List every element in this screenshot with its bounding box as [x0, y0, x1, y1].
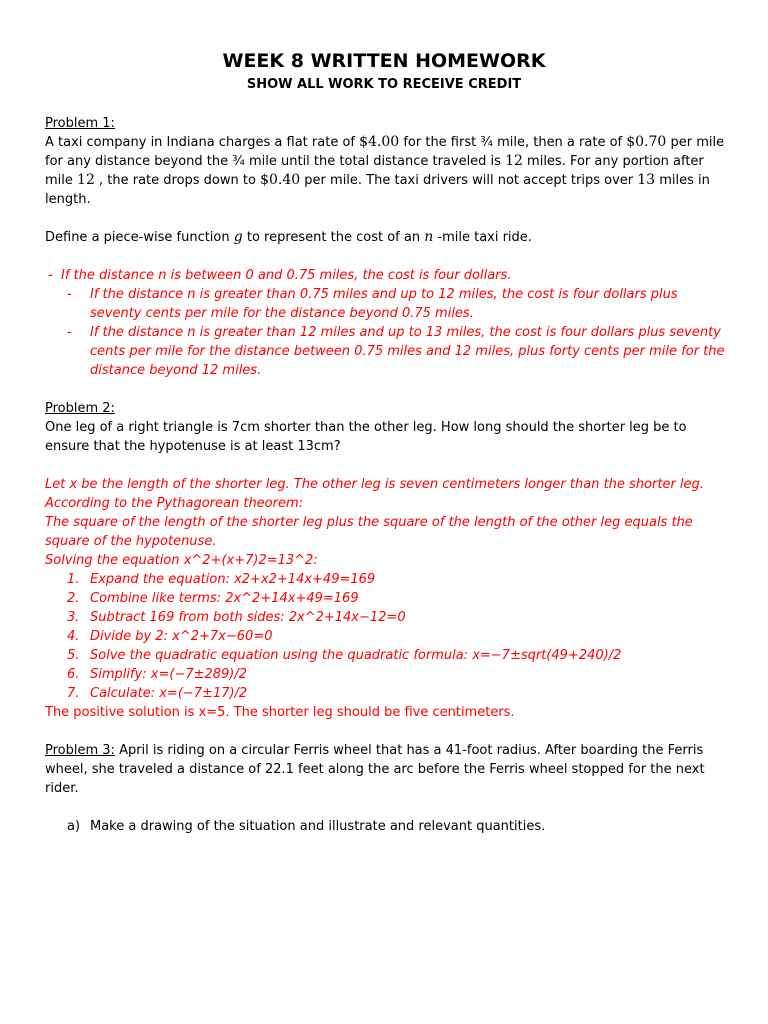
answer-2-step: [45, 589, 725, 608]
answer-2-statement: The square of the length of the shorter leg plus the square of the length of the other leg equals the square of the hypotenuse.: [45, 515, 693, 549]
problem-1-text-part: miles. For any portion after mile: [45, 154, 704, 188]
problem-3-heading: Problem 3:: [45, 743, 115, 758]
problem-1-text: [45, 133, 725, 209]
problem-1-text-part: miles in length.: [45, 173, 710, 207]
prompt-part: to represent the cost of an: [242, 230, 425, 245]
page-title: WEEK 8 WRITTEN HOMEWORK: [222, 50, 546, 72]
document-body: [45, 114, 725, 836]
problem-3-item: [45, 817, 725, 836]
answer-1-sub: [45, 323, 725, 380]
answer-2-step: [45, 608, 725, 627]
problem-1-heading: Problem 1:: [45, 116, 115, 131]
item-marker: a): [67, 819, 81, 834]
problem-1-text-part: per mile for any distance beyond the ¾ mile until the total distance traveled is: [45, 135, 725, 169]
math-max-distance: 13: [637, 172, 656, 188]
math-rate-2: $0.40: [260, 172, 301, 188]
prompt-part: Define a piece-wise function: [45, 230, 234, 245]
math-var-g: g: [233, 229, 243, 245]
answer-2-step: [45, 684, 725, 703]
problem-2-heading: Problem 2:: [45, 401, 115, 416]
step-text: Solve the quadratic equation using the quadratic formula: x=−7±sqrt(49+240)/2: [90, 648, 622, 663]
problem-1-text-part: for the first ¾ mile, then a rate of: [399, 135, 627, 150]
bullet-marker: -: [67, 325, 72, 340]
step-number: 3.: [67, 610, 80, 625]
math-flat-rate: $4.00: [359, 134, 400, 150]
step-number: 5.: [67, 648, 80, 663]
answer-2-step: [45, 570, 725, 589]
step-text: Calculate: x=(−7±17)/2: [90, 686, 248, 701]
answer-2-step: [45, 665, 725, 684]
answer-1-main: [45, 266, 725, 285]
answer-1-sub: [45, 285, 725, 323]
problem-1-text-part: A taxi company in Indiana charges a flat rate of: [45, 135, 360, 150]
step-number: 2.: [67, 591, 80, 606]
answer-2-conclusion: The positive solution is x=5. The shorter leg should be five centimeters.: [45, 705, 515, 720]
step-number: 7.: [67, 686, 80, 701]
step-text: Divide by 2: x^2+7x−60=0: [90, 629, 273, 644]
math-var-n: n: [424, 229, 434, 245]
problem-3-text: [45, 741, 725, 798]
step-number: 4.: [67, 629, 80, 644]
problem-1-text-part: , the rate drops down to: [94, 173, 261, 188]
bullet-marker: -: [67, 287, 72, 302]
answer-2-intro: Let x be the length of the shorter leg. The other leg is seven centimeters longer than the shorter leg. According to the Pythagorean theorem:: [45, 477, 704, 511]
answer-2-step: [45, 627, 725, 646]
step-number: 1.: [67, 572, 80, 587]
math-distance: 12: [505, 153, 523, 169]
answer-1-main-text: If the distance n is between 0 and 0.75 miles, the cost is four dollars.: [61, 268, 512, 283]
answer-1-sub-text: If the distance n is greater than 0.75 miles and up to 12 miles, the cost is four dollars plus seventy cents per mile for the distance beyond 0.75 miles.: [90, 287, 678, 321]
answer-1-sub-text: If the distance n is greater than 12 miles and up to 13 miles, the cost is four dollars plus seventy cents per mile for the distance between 0.75 miles and 12 miles, plus forty cents per mile for the distance beyond 12 miles.: [90, 325, 725, 378]
step-text: Combine like terms: 2x^2+14x+49=169: [90, 591, 359, 606]
page-subtitle: SHOW ALL WORK TO RECEIVE CREDIT: [246, 77, 522, 92]
math-rate: $0.70: [626, 134, 667, 150]
step-text: Subtract 169 from both sides: 2x^2+14x−12=0: [90, 610, 406, 625]
step-text: Expand the equation: x2+x2+14x+49=169: [90, 572, 376, 587]
answer-2-step: [45, 646, 725, 665]
bullet-marker: -: [48, 268, 53, 283]
problem-1-prompt: [45, 228, 725, 247]
step-number: 6.: [67, 667, 80, 682]
answer-2-equation: Solving the equation x^2+(x+7)2=13^2:: [45, 553, 318, 568]
problem-2-text: One leg of a right triangle is 7cm shorter than the other leg. How long should the shorter leg be to ensure that the hypotenuse is at least 13cm?: [45, 420, 687, 454]
problem-1-text-part: per mile. The taxi drivers will not accept trips over: [300, 173, 638, 188]
problem-3-body: April is riding on a circular Ferris wheel that has a 41-foot radius. After boarding the Ferris wheel, she traveled a distance of 22.1 feet along the arc before the Ferris wheel stopped for the next rider.: [45, 743, 705, 796]
prompt-part: -mile taxi ride.: [433, 230, 532, 245]
math-distance: 12: [77, 172, 95, 188]
step-text: Simplify: x=(−7±289)/2: [90, 667, 248, 682]
problem-3-item-text: Make a drawing of the situation and illustrate and relevant quantities.: [90, 819, 546, 834]
